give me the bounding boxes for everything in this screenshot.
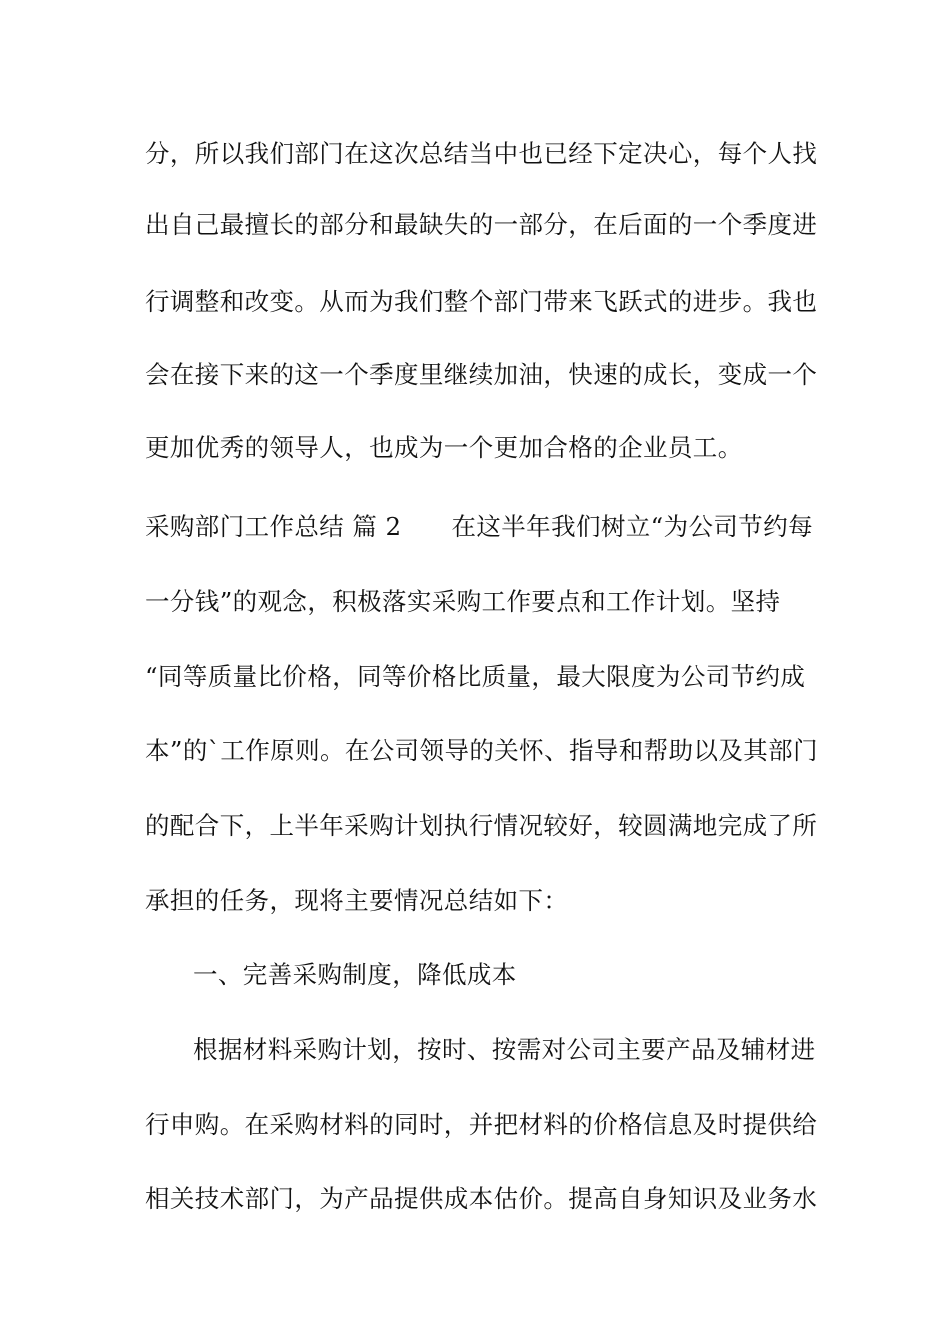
text-line: 分，所以我们部门在这次总结当中也已经下定决心，每个人找 bbox=[145, 139, 818, 168]
text-line: “同等质量比价格，同等价格比质量，最大限度为公司节约成 bbox=[145, 662, 806, 691]
text-line: 承担的任务，现将主要情况总结如下： bbox=[145, 886, 569, 915]
text-line: 相关技术部门，为产品提供成本估价。提高自身知识及业务水 bbox=[145, 1184, 818, 1213]
section-title: 采购部门工作总结 篇 2 bbox=[145, 512, 402, 541]
text-line: 的配合下，上半年采购计划执行情况较好，较圆满地完成了所 bbox=[145, 811, 818, 840]
paragraph-first-line: 根据材料采购计划，按时、按需对公司主要产品及辅材进 bbox=[193, 1035, 816, 1064]
text-line: 出自己最擅长的部分和最缺失的一部分，在后面的一个季度进 bbox=[145, 210, 818, 239]
section-heading-line bbox=[145, 510, 813, 544]
section-intro-start: 在这半年我们树立“为公司节约每 bbox=[451, 512, 813, 541]
text-line: 行申购。在采购材料的同时，并把材料的价格信息及时提供给 bbox=[145, 1110, 818, 1139]
text-line: 行调整和改变。从而为我们整个部门带来飞跃式的进步。我也 bbox=[145, 287, 818, 316]
text-line: 本”的`工作原则。在公司领导的关怀、指导和帮助以及其部门 bbox=[145, 736, 818, 765]
text-line: 一分钱”的观念，积极落实采购工作要点和工作计划。坚持 bbox=[145, 587, 781, 616]
text-line: 会在接下来的这一个季度里继续加油，快速的成长，变成一个 bbox=[145, 360, 818, 389]
subheading: 一、完善采购制度，降低成本 bbox=[193, 960, 517, 989]
text-line: 更加优秀的领导人，也成为一个更加合格的企业员工。 bbox=[145, 433, 743, 462]
